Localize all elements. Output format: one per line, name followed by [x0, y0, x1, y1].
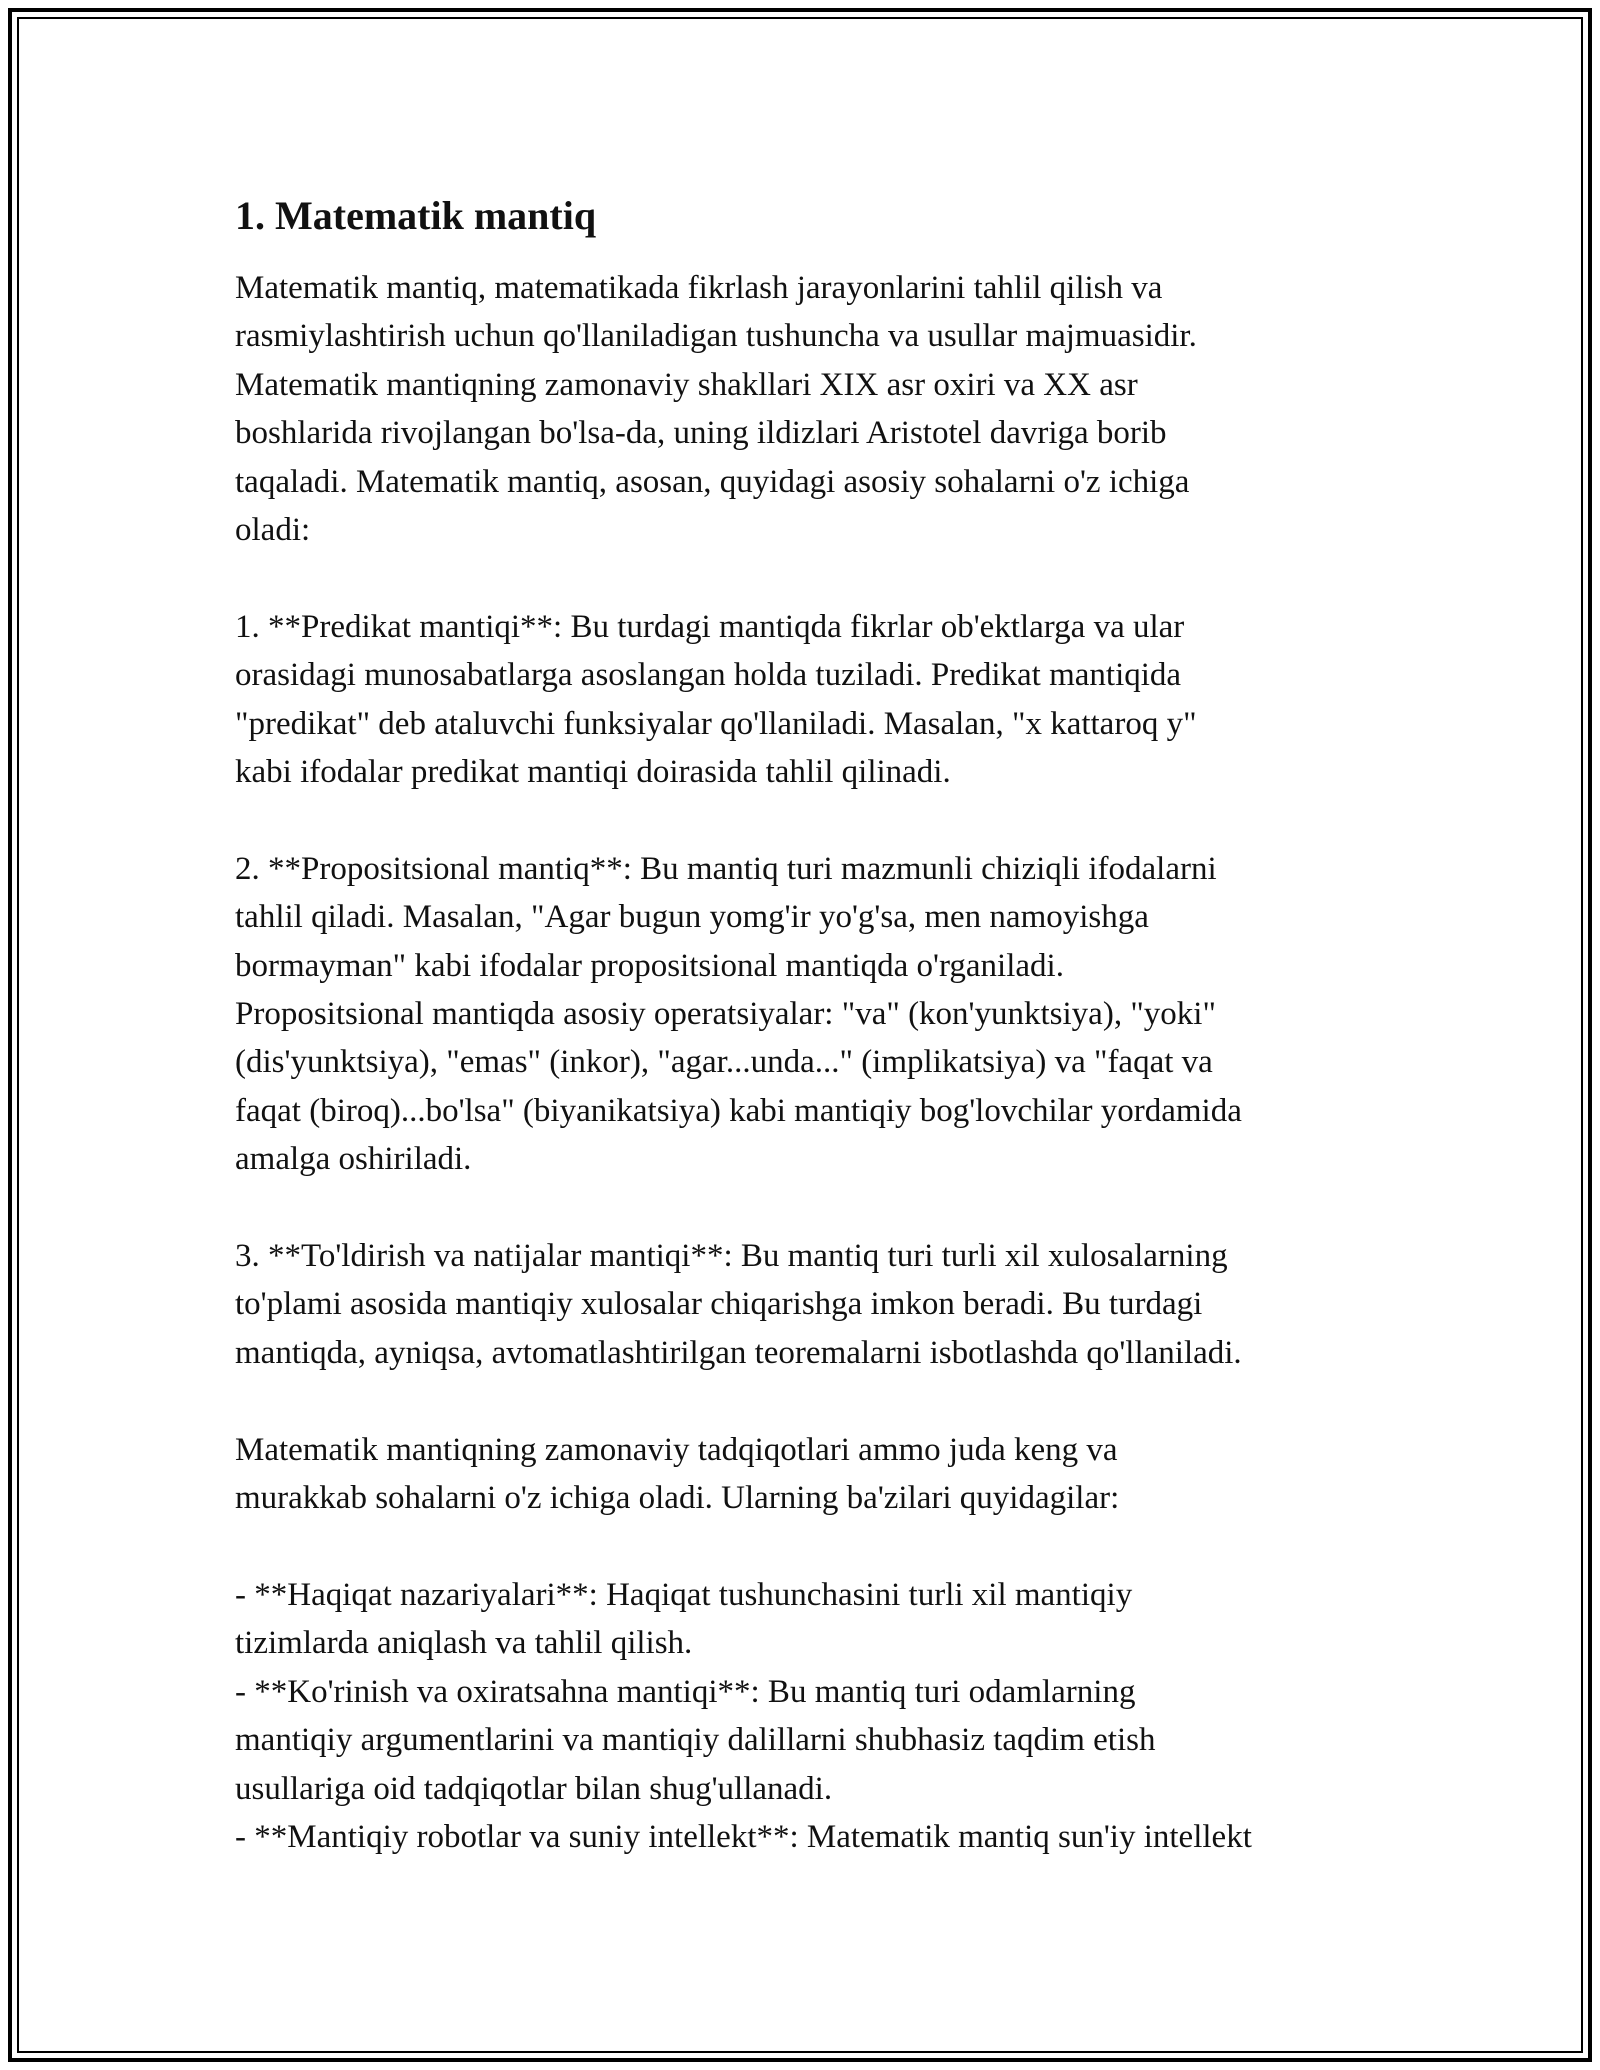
section-heading: 1. Matematik mantiq [235, 193, 597, 238]
research-areas-list: - **Haqiqat nazariyalari**: Haqiqat tushunchasini turli xil mantiqiy tizimlarda aniqlash va tahlil qilish. - **Ko'rinish va oxiratsahna mantiqi**: Bu mantiq turi odamlarning mantiqiy argumentlarini va mantiqiy dalillarni shubhasiz taqdim etish usullariga oid tadqiqotlar bilan shug'ullanadi. - **Mantiqiy robotlar va suniy intellekt**: Matematik mantiq sun'iy intellekt [235, 1576, 1252, 1855]
paragraph-spacer [235, 796, 1385, 844]
intro-paragraph: Matematik mantiq, matematikada fikrlash jarayonlarini tahlil qilish va rasmiylashtirish uchun qo'llaniladigan tushuncha va usullar majmuasidir. Matematik mantiqning zamonaviy shakllari XIX asr oxiri va XX asr boshlarida rivojlangan bo'lsa-da, uning ildizlari Aristotel davriga borib taqaladi. Matematik mantiq, asosan, quyidagi asosiy sohalarni o'z ichiga oladi: [235, 270, 1197, 549]
paragraph-spacer [235, 1184, 1385, 1232]
predicate-logic-item: 1. **Predikat mantiqi**: Bu turdagi mantiqda fikrlar ob'ektlarga va ular orasidagi munosabatlarga asoslangan holda tuziladi. Predikat mantiqida "predikat" deb ataluvchi funksiyalar qo'llaniladi. Masalan, "x kattaroq y" kabi ifodalar predikat mantiqi doirasida tahlil qilinadi. [235, 608, 1197, 791]
paragraph-spacer [235, 554, 1385, 602]
paragraph-spacer [235, 1523, 1385, 1571]
propositional-logic-item: 2. **Propositsional mantiq**: Bu mantiq turi mazmunli chiziqli ifodalarni tahlil qiladi. Masalan, "Agar bugun yomg'ir yo'g'sa, men namoyishga bormayman" kabi ifodalar propositsional mantiqda o'rganiladi. Propositsional mantiqda asosiy operatsiyalar: "va" (kon'yunktsiya), "yoki" (dis'yunktsiya), "emas" (inkor), "agar...unda..." (implikatsiya) va "faqat va faqat (biroq)...bo'lsa" (biyanikatsiya) kabi mantiqiy bog'lovchilar yordamida amalga oshiriladi. [235, 850, 1242, 1178]
modern-research-paragraph: Matematik mantiqning zamonaviy tadqiqotlari ammo juda keng va murakkab sohalarni o'z ichiga oladi. Ularning ba'zilari quyidagilar: [235, 1431, 1120, 1517]
document-body [235, 190, 1385, 1861]
inference-logic-item: 3. **To'ldirish va natijalar mantiqi**: Bu mantiq turi turli xil xulosalarning to'plami asosida mantiqiy xulosalar chiqarishga imkon beradi. Bu turdagi mantiqda, ayniqsa, avtomatlashtirilgan teoremalarni isbotlashda qo'llaniladi. [235, 1238, 1242, 1371]
paragraph-spacer [235, 1377, 1385, 1425]
